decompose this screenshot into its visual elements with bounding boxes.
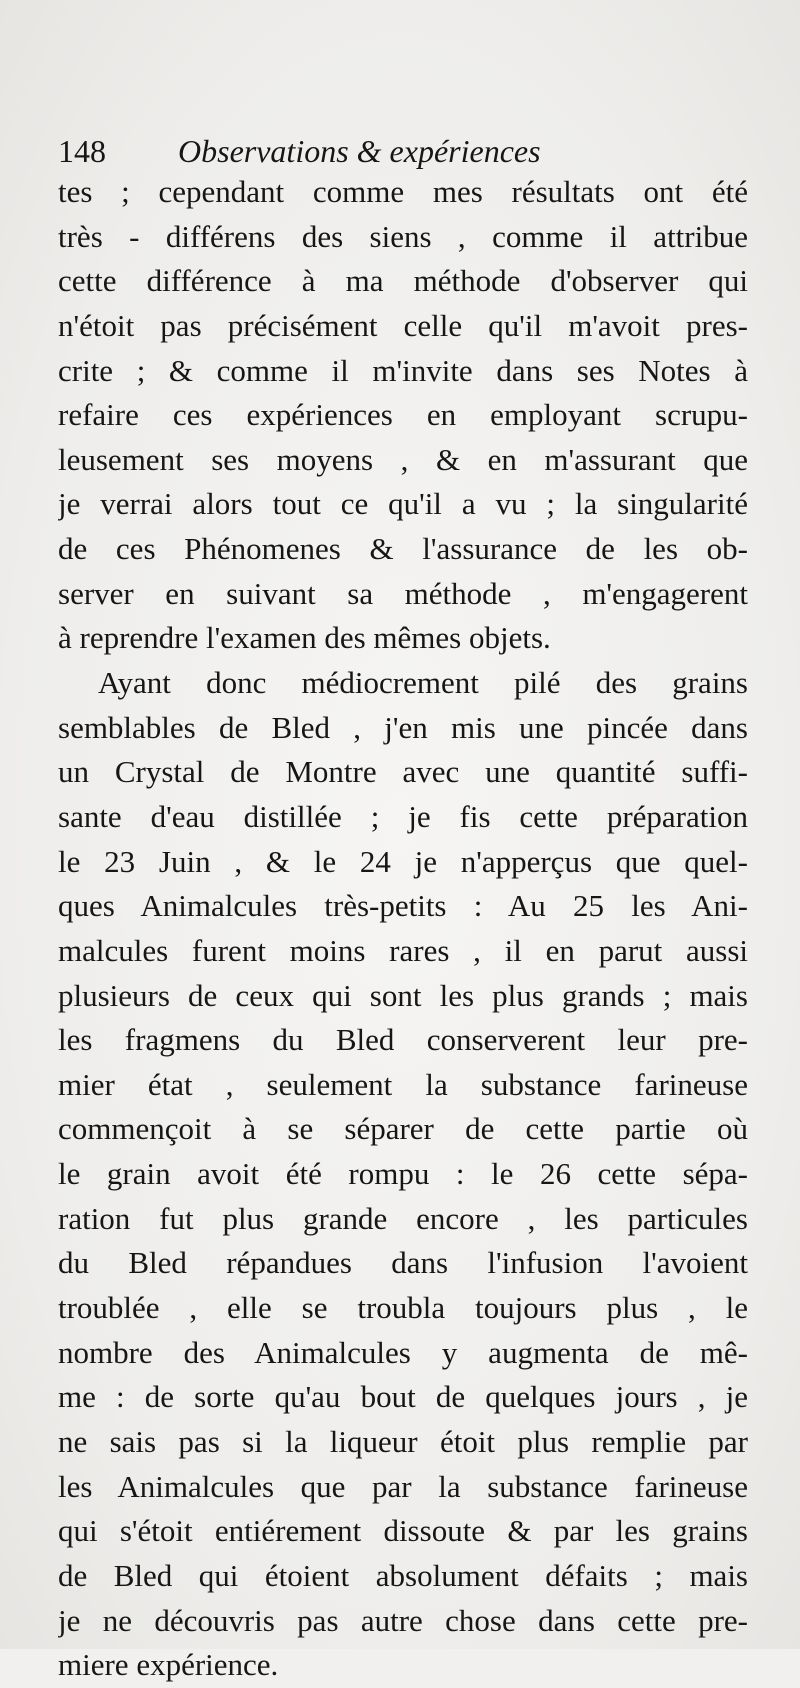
body-text [58, 170, 748, 1688]
text-line: n'étoit pas précisément celle qu'il m'avoit pres- [58, 307, 748, 343]
text-line: un Crystal de Montre avec une quantité suffi- [58, 754, 748, 790]
text-line: du Bled répandues dans l'infusion l'avoient [58, 1245, 748, 1281]
text-line: semblables de Bled , j'en mis une pincée dans [58, 709, 748, 745]
text-line: à reprendre l'examen des mêmes objets. [58, 620, 551, 656]
text-line: crite ; & comme il m'invite dans ses Notes à [58, 352, 748, 388]
text-line: les Animalcules que par la substance farineuse [58, 1468, 748, 1504]
text-line: de ces Phénomenes & l'assurance de les ob- [58, 531, 748, 567]
running-title: Observations & expériences [178, 133, 541, 169]
text-line: ration fut plus grande encore , les particules [58, 1200, 748, 1236]
text-line: je verrai alors tout ce qu'il a vu ; la singularité [58, 486, 748, 522]
text-line: cette différence à ma méthode d'observer qui [58, 263, 748, 299]
text-line: ne sais pas si la liqueur étoit plus remplie par [58, 1423, 748, 1459]
text-line: le grain avoit été rompu : le 26 cette sépa- [58, 1156, 748, 1192]
text-line: de Bled qui étoient absolument défaits ; mais [58, 1557, 748, 1593]
text-line: très - différens des siens , comme il attribue [58, 218, 748, 254]
text-line: les fragmens du Bled conserverent leur pre- [58, 1022, 748, 1058]
text-line: leusement ses moyens , & en m'assurant que [58, 441, 748, 477]
text-line: je ne découvris pas autre chose dans cette pre- [58, 1602, 748, 1638]
text-line: qui s'étoit entiérement dissoute & par les grains [58, 1513, 748, 1549]
running-head [58, 128, 758, 174]
text-line: le 23 Juin , & le 24 je n'apperçus que quel- [58, 843, 748, 879]
page-number: 148 [58, 133, 106, 169]
text-line: commençoit à se séparer de cette partie où [58, 1111, 748, 1147]
text-line: tes ; cependant comme mes résultats ont été [58, 174, 748, 209]
text-line: server en suivant sa méthode , m'engagerent [58, 575, 748, 611]
text-line: sante d'eau distillée ; je fis cette préparation [58, 798, 748, 834]
paragraph-start-line: Ayant donc médiocrement pilé des grains [98, 665, 748, 701]
text-line: plusieurs de ceux qui sont les plus grands ; mais [58, 977, 748, 1013]
text-line: ques Animalcules très-petits : Au 25 les Ani- [58, 888, 748, 924]
text-line: troublée , elle se troubla toujours plus , le [58, 1290, 748, 1326]
text-line: mier état , seulement la substance farineuse [58, 1066, 748, 1102]
text-line: nombre des Animalcules y augmenta de mê- [58, 1334, 748, 1370]
text-line: miere expérience. [58, 1647, 279, 1683]
text-line: malcules furent moins rares , il en parut aussi [58, 932, 748, 968]
text-line: me : de sorte qu'au bout de quelques jours , je [58, 1379, 748, 1415]
text-line: refaire ces expériences en employant scrupu- [58, 397, 748, 433]
